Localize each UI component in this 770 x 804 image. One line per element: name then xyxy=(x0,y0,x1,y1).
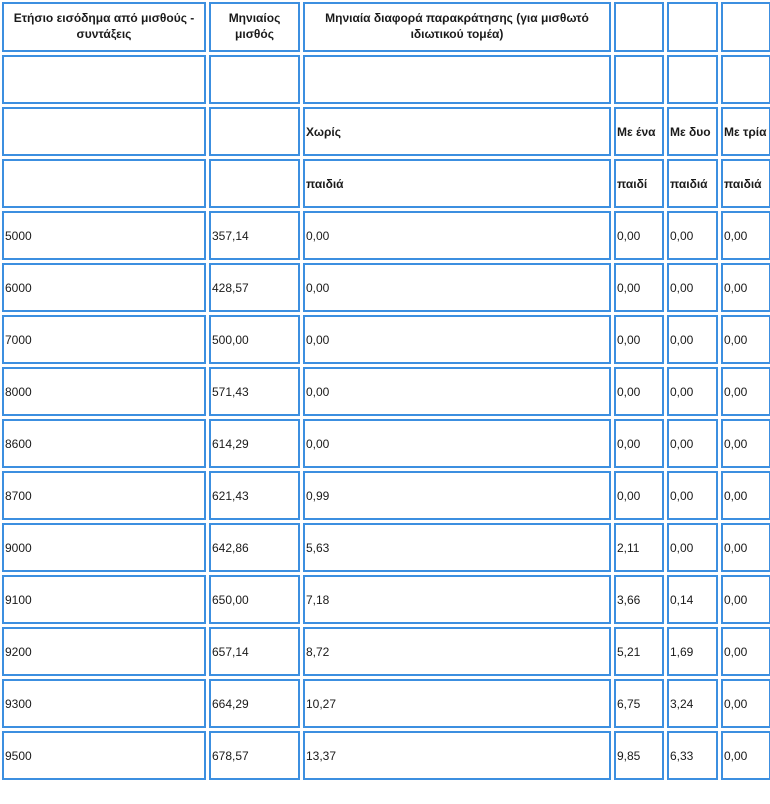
header-annual-income: Ετήσιο εισόδημα από μισθούς - συντάξεις xyxy=(2,2,206,52)
monthly-salary-cell: 500,00 xyxy=(209,315,300,364)
one-child-cell: 0,00 xyxy=(614,471,664,520)
three-children-cell: 0,00 xyxy=(721,471,770,520)
annual-income-cell: 9200 xyxy=(2,627,206,676)
three-children-cell: 0,00 xyxy=(721,523,770,572)
three-children-cell: 0,00 xyxy=(721,263,770,312)
no-children-cell: 7,18 xyxy=(303,575,611,624)
two-children-cell: 6,33 xyxy=(667,731,718,780)
empty-cell xyxy=(209,55,300,104)
subheader-three-children: Με τρία xyxy=(721,107,770,156)
one-child-cell: 9,85 xyxy=(614,731,664,780)
no-children-cell: 5,63 xyxy=(303,523,611,572)
table-row xyxy=(2,731,770,780)
annual-income-cell: 9100 xyxy=(2,575,206,624)
table-row xyxy=(2,523,770,572)
no-children-cell: 0,00 xyxy=(303,367,611,416)
three-children-cell: 0,00 xyxy=(721,731,770,780)
two-children-cell: 0,00 xyxy=(667,367,718,416)
no-children-cell: 0,00 xyxy=(303,315,611,364)
subheader-two-children: Με δυο xyxy=(667,107,718,156)
subheader-cell xyxy=(2,107,206,156)
header-monthly-difference: Μηνιαία διαφορά παρακράτησης (για μισθωτό ιδιωτικού τομέα) xyxy=(303,2,611,52)
table-row xyxy=(2,471,770,520)
table-row xyxy=(2,263,770,312)
one-child-cell: 0,00 xyxy=(614,211,664,260)
two-children-cell: 0,14 xyxy=(667,575,718,624)
one-child-cell: 0,00 xyxy=(614,263,664,312)
table-row xyxy=(2,367,770,416)
monthly-salary-cell: 357,14 xyxy=(209,211,300,260)
two-children-cell: 0,00 xyxy=(667,523,718,572)
no-children-cell: 0,00 xyxy=(303,419,611,468)
subheader-two-children: παιδιά xyxy=(667,159,718,208)
monthly-salary-cell: 614,29 xyxy=(209,419,300,468)
annual-income-cell: 8600 xyxy=(2,419,206,468)
header-monthly-salary: Μηνιαίος μισθός xyxy=(209,2,300,52)
one-child-cell: 0,00 xyxy=(614,315,664,364)
empty-cell xyxy=(721,55,770,104)
three-children-cell: 0,00 xyxy=(721,679,770,728)
two-children-cell: 0,00 xyxy=(667,211,718,260)
subheader-cell xyxy=(209,107,300,156)
annual-income-cell: 7000 xyxy=(2,315,206,364)
monthly-salary-cell: 621,43 xyxy=(209,471,300,520)
two-children-cell: 0,00 xyxy=(667,315,718,364)
three-children-cell: 0,00 xyxy=(721,315,770,364)
three-children-cell: 0,00 xyxy=(721,627,770,676)
empty-cell xyxy=(614,55,664,104)
monthly-salary-cell: 650,00 xyxy=(209,575,300,624)
annual-income-cell: 8000 xyxy=(2,367,206,416)
subheader-row-1 xyxy=(2,107,770,156)
subheader-no-children: Χωρίς xyxy=(303,107,611,156)
three-children-cell: 0,00 xyxy=(721,367,770,416)
table-row xyxy=(2,419,770,468)
one-child-cell: 3,66 xyxy=(614,575,664,624)
monthly-salary-cell: 642,86 xyxy=(209,523,300,572)
annual-income-cell: 9500 xyxy=(2,731,206,780)
monthly-salary-cell: 657,14 xyxy=(209,627,300,676)
no-children-cell: 0,99 xyxy=(303,471,611,520)
empty-cell xyxy=(303,55,611,104)
annual-income-cell: 9000 xyxy=(2,523,206,572)
subheader-cell xyxy=(2,159,206,208)
two-children-cell: 0,00 xyxy=(667,419,718,468)
header-empty-cell xyxy=(614,2,664,52)
two-children-cell: 1,69 xyxy=(667,627,718,676)
empty-cell xyxy=(667,55,718,104)
subheader-one-child: παιδί xyxy=(614,159,664,208)
one-child-cell: 2,11 xyxy=(614,523,664,572)
three-children-cell: 0,00 xyxy=(721,575,770,624)
annual-income-cell: 6000 xyxy=(2,263,206,312)
no-children-cell: 10,27 xyxy=(303,679,611,728)
table-row xyxy=(2,627,770,676)
one-child-cell: 6,75 xyxy=(614,679,664,728)
one-child-cell: 5,21 xyxy=(614,627,664,676)
empty-row xyxy=(2,55,770,104)
subheader-no-children: παιδιά xyxy=(303,159,611,208)
header-empty-cell xyxy=(721,2,770,52)
annual-income-cell: 8700 xyxy=(2,471,206,520)
monthly-salary-cell: 571,43 xyxy=(209,367,300,416)
one-child-cell: 0,00 xyxy=(614,367,664,416)
no-children-cell: 8,72 xyxy=(303,627,611,676)
table-row xyxy=(2,679,770,728)
table-row xyxy=(2,575,770,624)
monthly-salary-cell: 664,29 xyxy=(209,679,300,728)
empty-cell xyxy=(2,55,206,104)
three-children-cell: 0,00 xyxy=(721,211,770,260)
annual-income-cell: 9300 xyxy=(2,679,206,728)
no-children-cell: 13,37 xyxy=(303,731,611,780)
annual-income-cell: 5000 xyxy=(2,211,206,260)
header-row xyxy=(2,2,770,52)
two-children-cell: 3,24 xyxy=(667,679,718,728)
no-children-cell: 0,00 xyxy=(303,263,611,312)
monthly-salary-cell: 678,57 xyxy=(209,731,300,780)
one-child-cell: 0,00 xyxy=(614,419,664,468)
two-children-cell: 0,00 xyxy=(667,263,718,312)
subheader-row-2 xyxy=(2,159,770,208)
three-children-cell: 0,00 xyxy=(721,419,770,468)
monthly-salary-cell: 428,57 xyxy=(209,263,300,312)
table-row xyxy=(2,211,770,260)
subheader-three-children: παιδιά xyxy=(721,159,770,208)
two-children-cell: 0,00 xyxy=(667,471,718,520)
header-empty-cell xyxy=(667,2,718,52)
subheader-cell xyxy=(209,159,300,208)
table-row xyxy=(2,315,770,364)
no-children-cell: 0,00 xyxy=(303,211,611,260)
subheader-one-child: Με ένα xyxy=(614,107,664,156)
